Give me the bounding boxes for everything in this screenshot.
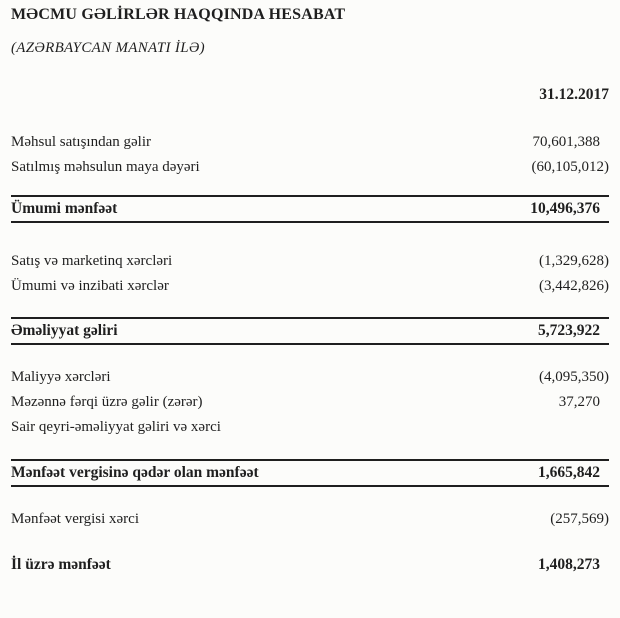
row-label: Əməliyyat gəliri bbox=[11, 322, 118, 339]
row-label: Məzənnə fərqi üzrə gəlir (zərər) bbox=[11, 394, 203, 410]
row-label: Satış və marketinq xərcləri bbox=[11, 253, 173, 269]
row-value: (1,329,628) bbox=[539, 253, 609, 269]
row-value: 1,408,273 bbox=[538, 555, 600, 573]
row-selling-marketing-expenses bbox=[11, 249, 609, 274]
page-title: MƏCMU GƏLİRLƏR HAQQINDA HESABAT bbox=[11, 6, 346, 23]
row-value: (257,569) bbox=[550, 511, 609, 527]
row-profit-before-tax bbox=[11, 459, 609, 487]
row-value: 10,496,376 bbox=[530, 200, 600, 217]
row-value: (3,442,826) bbox=[539, 278, 609, 294]
row-label: İl üzrə mənfəət bbox=[11, 555, 111, 573]
row-label: Ümumi və inzibati xərclər bbox=[11, 278, 169, 294]
row-gross-profit bbox=[11, 195, 609, 223]
currency-subtitle: (AZƏRBAYCAN MANATI İLƏ) bbox=[11, 40, 205, 56]
period-column-header: 31.12.2017 bbox=[539, 86, 609, 103]
row-general-admin-expenses bbox=[11, 274, 609, 299]
row-exchange-rate-gain-loss bbox=[11, 390, 609, 415]
row-value: 70,601,388 bbox=[532, 134, 600, 150]
row-label: Məhsul satışından gəlir bbox=[11, 134, 151, 150]
row-cost-of-sales bbox=[11, 155, 609, 180]
row-value: 5,723,922 bbox=[538, 322, 600, 339]
row-other-non-operating-income-expense bbox=[11, 415, 609, 440]
row-label: Sair qeyri-əməliyyat gəliri və xərci bbox=[11, 419, 221, 435]
row-label: Maliyyə xərcləri bbox=[11, 369, 111, 385]
row-value: (4,095,350) bbox=[539, 369, 609, 385]
row-value: 37,270 bbox=[558, 394, 600, 410]
row-income-tax-expense bbox=[11, 507, 609, 532]
row-label: Satılmış məhsulun maya dəyəri bbox=[11, 159, 200, 175]
row-revenue bbox=[11, 130, 609, 155]
row-label: Mənfəət vergisi xərci bbox=[11, 511, 140, 527]
row-value: (60,105,012) bbox=[531, 159, 609, 175]
row-label: Ümumi mənfəət bbox=[11, 200, 118, 217]
row-operating-income bbox=[11, 317, 609, 345]
row-label: Mənfəət vergisinə qədər olan mənfəət bbox=[11, 464, 259, 481]
row-finance-costs bbox=[11, 365, 609, 390]
row-value: 1,665,842 bbox=[538, 464, 600, 481]
row-profit-for-year bbox=[11, 552, 609, 577]
